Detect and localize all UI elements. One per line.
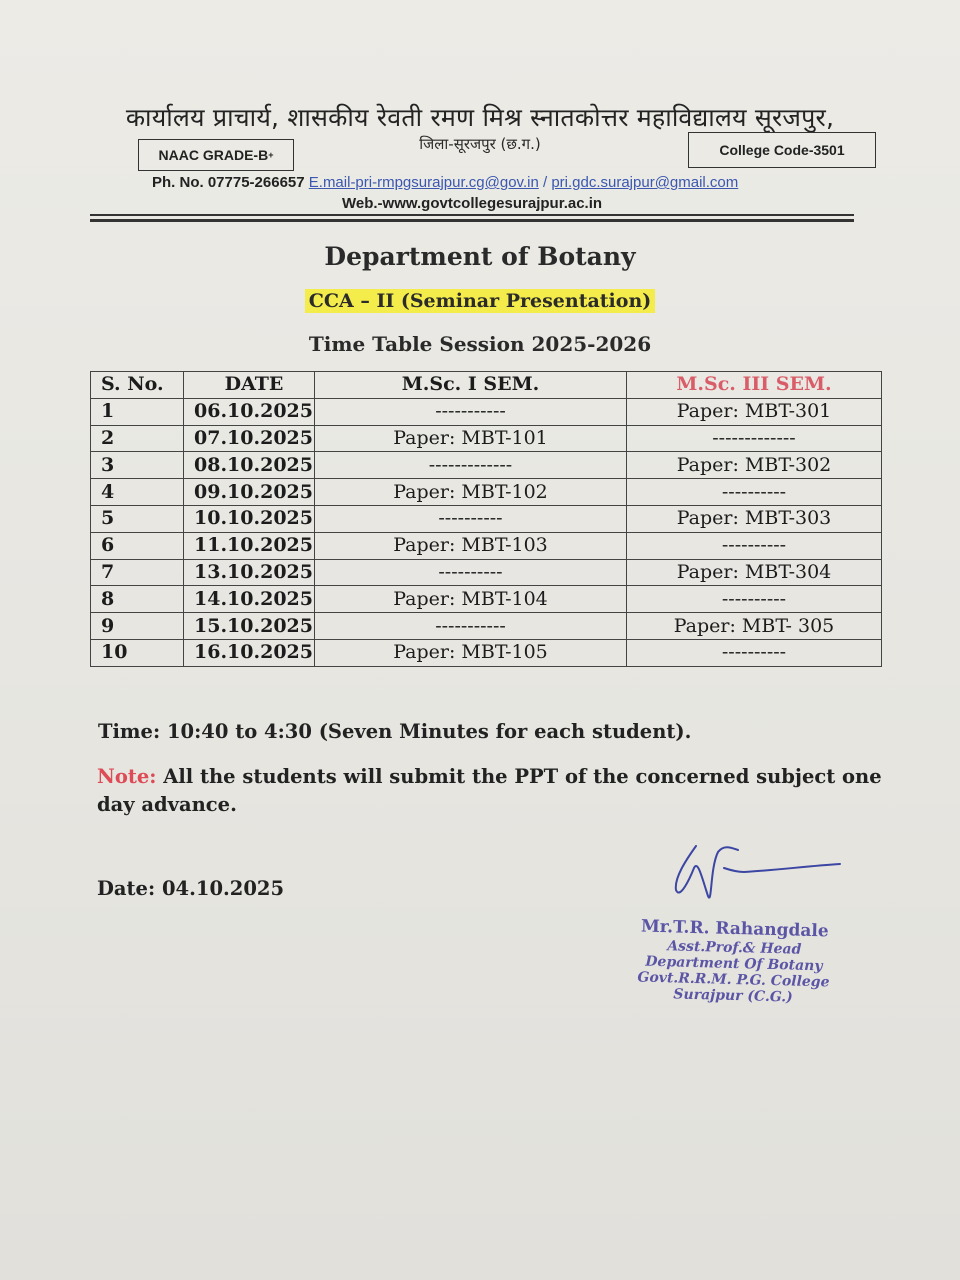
table-row — [91, 532, 882, 559]
header-sem1: M.Sc. I SEM. — [315, 372, 627, 399]
naac-grade-box — [138, 139, 294, 171]
cell-sem3: Paper: MBT-301 — [627, 398, 882, 425]
header-sno: S. No. — [91, 372, 184, 399]
office-title-hindi: कार्यालय प्राचार्य, शासकीय रेवती रमण मिश्र स्नातकोत्तर महाविद्यालय सूरजपुर, — [125, 103, 835, 132]
table-row — [91, 613, 882, 640]
cell-date: 09.10.2025 — [184, 479, 315, 506]
cell-sem3: ---------- — [627, 586, 882, 613]
table-header-row — [91, 372, 882, 399]
table-row — [91, 452, 882, 479]
district-hindi: जिला-सूरजपुर (छ.ग.) — [419, 135, 541, 153]
cell-date: 15.10.2025 — [184, 613, 315, 640]
cell-date: 10.10.2025 — [184, 505, 315, 532]
table-row — [91, 505, 882, 532]
table-row — [91, 398, 882, 425]
cell-sem1: ---------- — [315, 559, 627, 586]
cell-date: 11.10.2025 — [184, 532, 315, 559]
email-separator: / — [538, 174, 552, 191]
cell-sno: 3 — [91, 452, 184, 479]
cell-sno: 4 — [91, 479, 184, 506]
cell-sem1: ------------- — [315, 452, 627, 479]
naac-grade-sup: + — [268, 150, 274, 160]
table-row — [91, 559, 882, 586]
stamp-name: Mr.T.R. Rahangdale — [640, 916, 829, 942]
cell-sem3: ---------- — [627, 532, 882, 559]
cell-date: 14.10.2025 — [184, 586, 315, 613]
cell-sno: 6 — [91, 532, 184, 559]
cell-date: 16.10.2025 — [184, 639, 315, 666]
cell-sem3: ---------- — [627, 639, 882, 666]
cell-date: 13.10.2025 — [184, 559, 315, 586]
department-title: Department of Botany — [324, 242, 636, 271]
note-label: Note: — [97, 765, 157, 788]
cell-sem3: Paper: MBT-304 — [627, 559, 882, 586]
table-row — [91, 479, 882, 506]
stamp-line2: Department Of Botany — [645, 953, 823, 975]
phone-number: Ph. No. 07775-266657 — [152, 174, 305, 191]
cell-sno: 9 — [91, 613, 184, 640]
naac-grade-text: NAAC GRADE-B — [158, 147, 269, 163]
email-link-2[interactable]: pri.gdc.surajpur@gmail.com — [551, 174, 739, 191]
cell-sno: 8 — [91, 586, 184, 613]
stamp-line1: Asst.Prof.& Head — [667, 938, 802, 958]
cell-sem3: ---------- — [627, 479, 882, 506]
header-rule-thick — [90, 219, 854, 222]
cell-sno: 2 — [91, 425, 184, 452]
cell-sem1: Paper: MBT-105 — [315, 639, 627, 666]
cell-sem1: Paper: MBT-104 — [315, 586, 627, 613]
header-date: DATE — [184, 372, 315, 399]
session-title: Time Table Session 2025-2026 — [308, 332, 652, 356]
cell-sno: 1 — [91, 398, 184, 425]
cell-sem3: ------------- — [627, 425, 882, 452]
table-row — [91, 586, 882, 613]
cell-sem1: Paper: MBT-101 — [315, 425, 627, 452]
stamp-line3: Govt.R.R.M. P.G. College — [637, 969, 830, 991]
cell-sem1: ---------- — [315, 505, 627, 532]
note-paragraph — [97, 763, 887, 819]
website: Web.-www.govtcollegesurajpur.ac.in — [342, 195, 603, 212]
cell-date: 06.10.2025 — [184, 398, 315, 425]
cca-title: CCA – II (Seminar Presentation) — [305, 289, 656, 313]
cell-sem1: ----------- — [315, 613, 627, 640]
designation-stamp — [633, 915, 835, 1006]
college-code-text: College Code-3501 — [719, 142, 845, 158]
cell-date: 08.10.2025 — [184, 452, 315, 479]
header-sem3: M.Sc. III SEM. — [627, 372, 882, 399]
cell-date: 07.10.2025 — [184, 425, 315, 452]
contact-line — [152, 174, 738, 191]
header-rule-thin — [90, 214, 854, 216]
table-row — [91, 639, 882, 666]
cell-sno: 7 — [91, 559, 184, 586]
issue-date: Date: 04.10.2025 — [97, 877, 285, 900]
table-row — [91, 425, 882, 452]
cell-sem1: ----------- — [315, 398, 627, 425]
cell-sem3: Paper: MBT-303 — [627, 505, 882, 532]
cell-sem3: Paper: MBT- 305 — [627, 613, 882, 640]
timetable — [90, 371, 882, 667]
cca-title-wrap — [0, 289, 960, 313]
cell-sem1: Paper: MBT-102 — [315, 479, 627, 506]
note-text: All the students will submit the PPT of the concerned subject one day advance. — [97, 765, 882, 816]
cell-sem1: Paper: MBT-103 — [315, 532, 627, 559]
cell-sno: 5 — [91, 505, 184, 532]
cell-sno: 10 — [91, 639, 184, 666]
cell-sem3: Paper: MBT-302 — [627, 452, 882, 479]
signature-image — [668, 838, 848, 918]
email-link-1[interactable]: E.mail-pri-rmpgsurajpur.cg@gov.in — [308, 174, 539, 191]
college-code-box — [688, 132, 876, 168]
time-line: Time: 10:40 to 4:30 (Seven Minutes for each student). — [98, 720, 692, 743]
stamp-line4: Surajpur (C.G.) — [673, 986, 793, 1006]
